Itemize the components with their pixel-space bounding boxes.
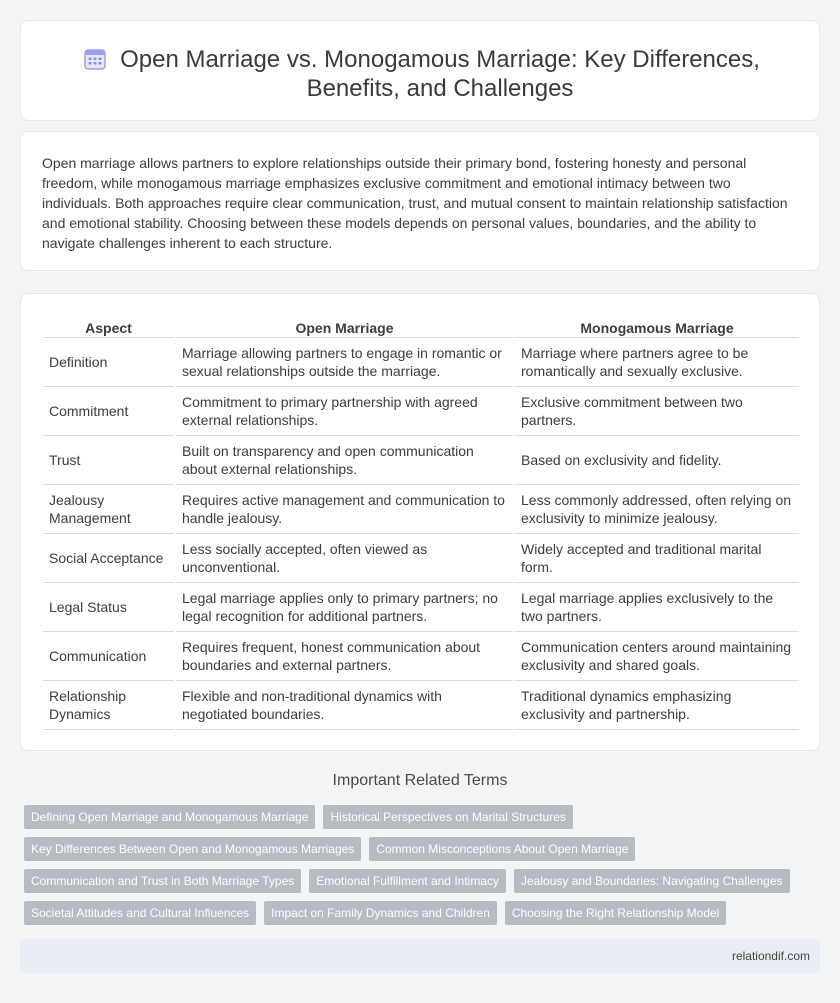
table-row (43, 338, 799, 387)
row-monogamous: Communication centers around maintaining exclusivity and shared goals. (515, 632, 799, 681)
row-open: Legal marriage applies only to primary partners; no legal recognition for additional partners. (176, 583, 513, 632)
row-monogamous: Marriage where partners agree to be romantically and sexually exclusive. (515, 338, 799, 387)
footer-site-link[interactable]: relationdif.com (731, 949, 810, 963)
row-monogamous: Less commonly addressed, often relying on exclusivity to minimize jealousy. (515, 485, 799, 534)
row-aspect: Communication (43, 632, 174, 681)
header-open-marriage: Open Marriage (176, 316, 513, 338)
row-open: Requires frequent, honest communication about boundaries and external partners. (176, 632, 513, 681)
row-open: Marriage allowing partners to engage in romantic or sexual relationships outside the marriage. (176, 338, 513, 387)
row-aspect: Trust (43, 436, 174, 485)
row-open: Less socially accepted, often viewed as unconventional. (176, 534, 513, 583)
intro-card (20, 131, 820, 271)
footer (20, 939, 820, 973)
row-open: Flexible and non-traditional dynamics with negotiated boundaries. (176, 681, 513, 730)
row-monogamous: Legal marriage applies exclusively to the two partners. (515, 583, 799, 632)
row-aspect: Legal Status (43, 583, 174, 632)
table-row (43, 485, 799, 534)
row-aspect: Jealousy Management (43, 485, 174, 534)
table-row (43, 583, 799, 632)
row-aspect: Definition (43, 338, 174, 387)
title-card (20, 20, 820, 121)
row-aspect: Social Acceptance (43, 534, 174, 583)
row-monogamous: Based on exclusivity and fidelity. (515, 436, 799, 485)
row-monogamous: Exclusive commitment between two partners. (515, 387, 799, 436)
table-row (43, 632, 799, 681)
intro-paragraph: Open marriage allows partners to explore relationships outside their primary bond, fostering honesty and personal freedom, while monogamous marriage emphasizes exclusive commitment and emotional intimacy between two individuals. Both approaches require clear communication, trust, and mutual consent to maintain relationship satisfaction and emotional stability. Choosing between these models depends on personal values, boundaries, and the ability to navigate challenges inherent to each structure. (42, 155, 788, 251)
comparison-table (43, 316, 799, 730)
row-aspect: Commitment (43, 387, 174, 436)
table-row (43, 387, 799, 436)
related-terms-list (24, 805, 824, 933)
row-open: Requires active management and communication to handle jealousy. (176, 485, 513, 534)
related-term-tag[interactable]: Emotional Fulfillment and Intimacy (309, 869, 506, 893)
row-monogamous: Traditional dynamics emphasizing exclusivity and partnership. (515, 681, 799, 730)
comparison-card (20, 293, 820, 751)
table-header-row (43, 316, 799, 338)
header-monogamous-marriage: Monogamous Marriage (515, 316, 799, 338)
related-term-tag[interactable]: Jealousy and Boundaries: Navigating Challenges (514, 869, 790, 893)
table-row (43, 534, 799, 583)
row-monogamous: Widely accepted and traditional marital form. (515, 534, 799, 583)
related-term-tag[interactable]: Common Misconceptions About Open Marriage (369, 837, 635, 861)
page-title: Open Marriage vs. Monogamous Marriage: Key Differences, Benefits, and Challenges (120, 46, 760, 102)
related-term-tag[interactable]: Impact on Family Dynamics and Children (264, 901, 497, 925)
row-open: Commitment to primary partnership with agreed external relationships. (176, 387, 513, 436)
table-row (43, 436, 799, 485)
related-term-tag[interactable]: Historical Perspectives on Marital Structures (323, 805, 572, 829)
related-terms-heading: Important Related Terms (332, 772, 508, 789)
header-aspect: Aspect (43, 316, 174, 338)
related-term-tag[interactable]: Key Differences Between Open and Monogamous Marriages (24, 837, 361, 861)
table-row (43, 681, 799, 730)
row-aspect: Relationship Dynamics (43, 681, 174, 730)
related-term-tag[interactable]: Choosing the Right Relationship Model (505, 901, 726, 925)
related-term-tag[interactable]: Defining Open Marriage and Monogamous Marriage (24, 805, 315, 829)
related-term-tag[interactable]: Societal Attitudes and Cultural Influences (24, 901, 256, 925)
related-term-tag[interactable]: Communication and Trust in Both Marriage Types (24, 869, 301, 893)
row-open: Built on transparency and open communication about external relationships. (176, 436, 513, 485)
